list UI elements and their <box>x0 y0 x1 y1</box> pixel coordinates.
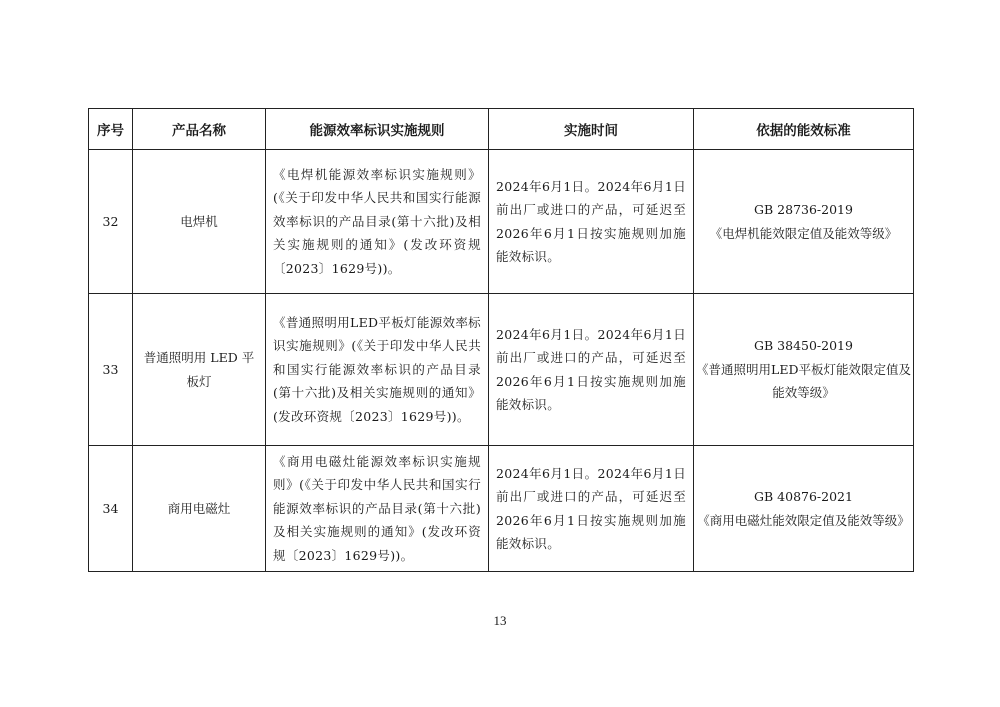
rule-cell: 《普通照明用LED平板灯能源效率标识实施规则》(《关于印发中华人民共和国实行能源效率标识的产品目录(第十六批)及相关实施规则的通知》(发改环资规〔2023〕1629号))。 <box>266 294 489 446</box>
header-serial-number: 序号 <box>89 109 133 150</box>
standard-code: GB 40876-2021 <box>754 489 853 504</box>
standard-cell <box>694 294 914 446</box>
product-table <box>88 108 914 572</box>
table-row <box>89 294 914 446</box>
standard-code: GB 28736-2019 <box>754 202 853 217</box>
header-implementation-rule: 能源效率标识实施规则 <box>266 109 489 150</box>
header-efficiency-standard: 依据的能效标准 <box>694 109 914 150</box>
product-name-cell: 商用电磁灶 <box>133 446 266 572</box>
page-number: 13 <box>493 613 507 628</box>
standard-cell <box>694 150 914 294</box>
standard-title: 《普通照明用LED平板灯能效限定值及能效等级》 <box>696 361 911 401</box>
implementation-date-cell: 2024年6月1日。2024年6月1日前出厂或进口的产品，可延迟至2026年6月1日按实施规则加施能效标识。 <box>489 150 694 294</box>
standard-code: GB 38450-2019 <box>754 338 853 354</box>
rule-cell: 《商用电磁灶能源效率标识实施规则》(《关于印发中华人民共和国实行能源效率标识的产品目录(第十六批)及相关实施规则的通知》(发改环资规〔2023〕1629号))。 <box>266 446 489 572</box>
serial-number-cell: 34 <box>89 446 133 572</box>
table-row <box>89 446 914 572</box>
implementation-date-cell: 2024年6月1日。2024年6月1日前出厂或进口的产品，可延迟至2026年6月1日按实施规则加施能效标识。 <box>489 294 694 446</box>
product-name-cell: 普通照明用 LED 平板灯 <box>133 294 266 446</box>
rule-cell: 《电焊机能源效率标识实施规则》(《关于印发中华人民共和国实行能源效率标识的产品目录(第十六批)及相关实施规则的通知》(发改环资规〔2023〕1629号))。 <box>266 150 489 294</box>
table-row <box>89 150 914 294</box>
standard-title: 《商用电磁灶能效限定值及能效等级》 <box>697 512 910 528</box>
serial-number-cell: 33 <box>89 294 133 446</box>
implementation-date-cell: 2024年6月1日。2024年6月1日前出厂或进口的产品，可延迟至2026年6月1日按实施规则加施能效标识。 <box>489 446 694 572</box>
product-name-cell: 电焊机 <box>133 150 266 294</box>
standard-cell <box>694 446 914 572</box>
header-implementation-date: 实施时间 <box>489 109 694 150</box>
header-product-name: 产品名称 <box>133 109 266 150</box>
serial-number-cell: 32 <box>89 150 133 294</box>
table-header-row <box>89 109 914 150</box>
standard-title: 《电焊机能效限定值及能效等级》 <box>709 225 898 241</box>
